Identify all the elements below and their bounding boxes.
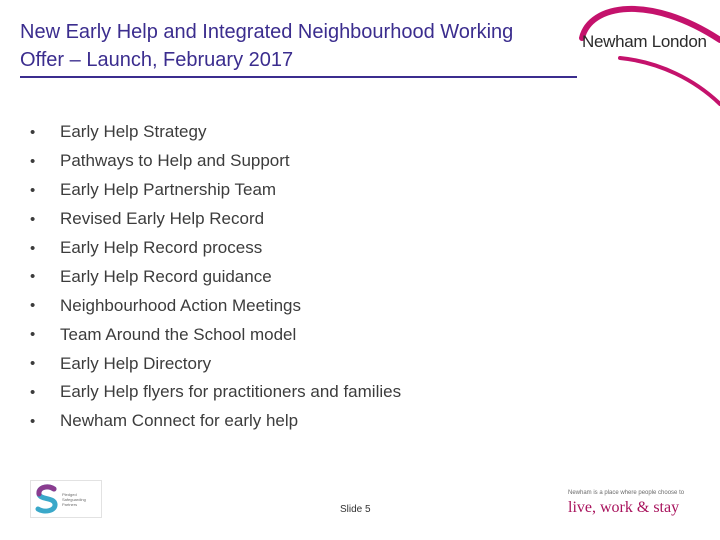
title-underline [20,76,577,78]
bullet-item [30,262,401,291]
bullet-text: Newham Connect for early help [60,411,299,431]
bullet-item [30,291,401,320]
bullet-dot-icon: • [30,152,36,170]
bullet-text: Team Around the School model [60,324,297,344]
bullet-text: Early Help Directory [60,353,212,373]
bullet-item [30,147,401,176]
bullet-dot-icon: • [30,297,36,315]
bullet-dot-icon: • [30,355,36,373]
bullet-dot-icon: • [30,239,36,257]
brand-name-london: London [651,32,707,51]
bullet-dot-icon: • [30,210,36,228]
bullet-text: Early Help Record process [60,238,263,257]
bullet-text: Early Help flyers for practitioners and families [60,382,402,402]
bullet-list [30,118,401,436]
bullet-item [30,234,401,263]
bullet-item [30,407,401,436]
bullet-text: Early Help Partnership Team [60,180,277,200]
bullet-item [30,205,401,234]
bullet-text: Early Help Strategy [60,122,207,142]
bullet-dot-icon: • [30,326,36,344]
bullet-item [30,349,401,378]
safeguarding-logo-text: Pledged Safeguarding Partners [62,491,86,507]
footer-slogan: live, work & stay [568,499,680,516]
slide-title [20,18,580,74]
bullet-text: Neighbourhood Action Meetings [60,295,301,315]
slide-title-line-2: Offer – Launch, February 2017 [20,49,294,71]
newham-london-logo [582,32,707,52]
bullet-text: Revised Early Help Record [60,209,265,229]
bullet-dot-icon: • [30,268,36,286]
bullet-dot-icon: • [30,123,36,141]
bullet-item [30,378,401,407]
safeguarding-s-icon [34,484,60,514]
bullet-dot-icon: • [30,181,36,199]
bullet-dot-icon: • [30,412,36,430]
brand-name-newham: Newham [582,32,648,51]
footer-tagline: Newham is a place where people choose to [568,490,685,496]
safeguarding-partners-logo [30,480,102,518]
bullet-item [30,118,401,147]
bullet-item [30,176,401,205]
bullet-text: Pathways to Help and Support [60,151,290,171]
slide-title-line-1: New Early Help and Integrated Neighbourhood Working [20,21,514,43]
bullet-dot-icon: • [30,383,36,401]
brand-swoosh-graphic [560,0,720,110]
slide-number: Slide 5 [340,504,371,515]
bullet-text: Early Help Record guidance [60,266,272,286]
bullet-item [30,320,401,349]
